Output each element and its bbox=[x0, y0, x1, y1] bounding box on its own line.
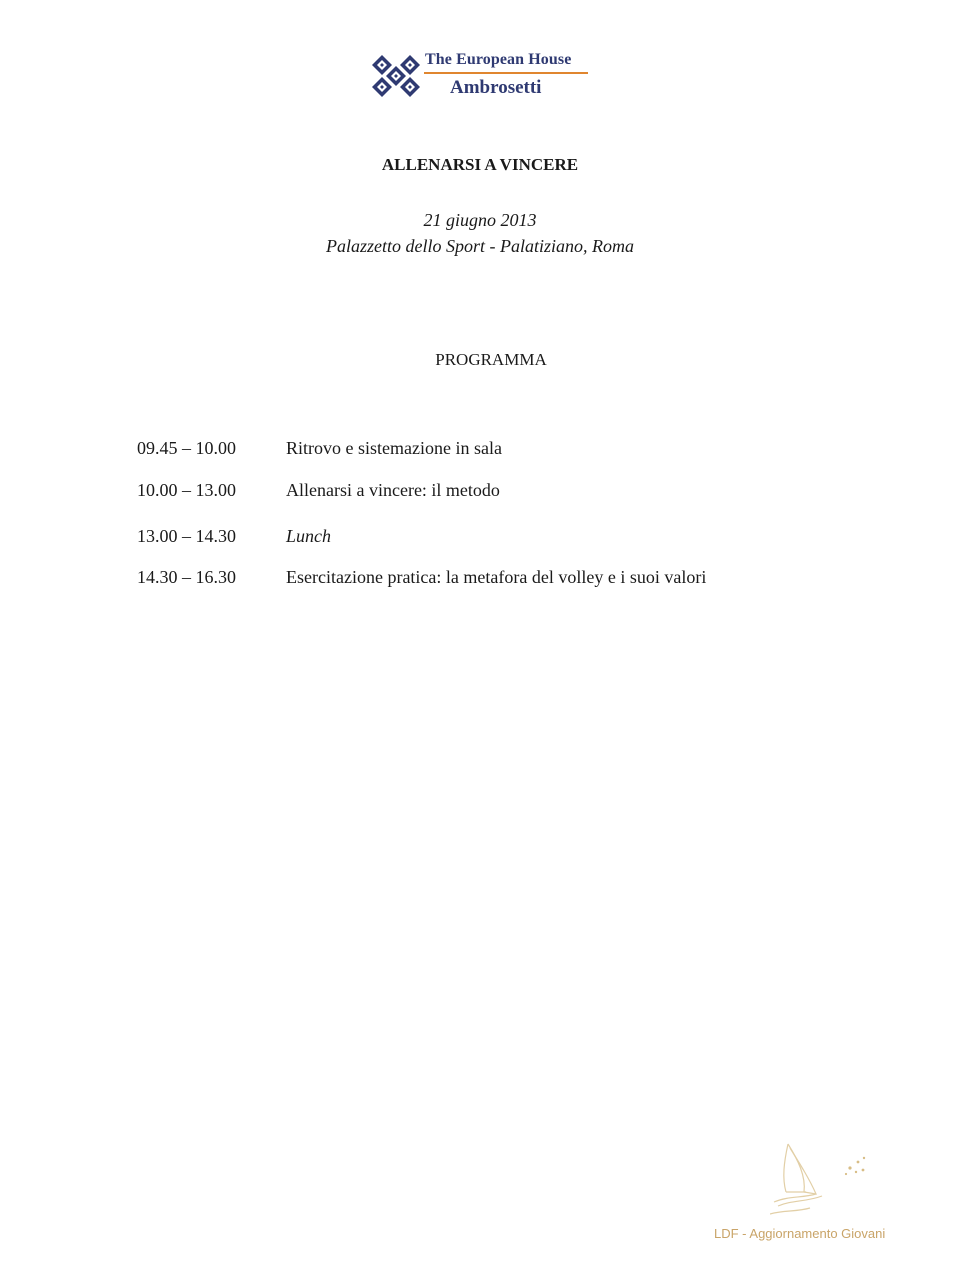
agenda-activity: Esercitazione pratica: la metafora del volley e i suoi valori bbox=[286, 567, 707, 587]
sailboat-icon bbox=[770, 1140, 880, 1220]
agenda-activity: Lunch bbox=[286, 526, 331, 546]
logo-text-line2: Ambrosetti bbox=[450, 77, 542, 98]
program-heading: PROGRAMMA bbox=[435, 350, 547, 369]
agenda-time: 13.00 – 14.30 bbox=[137, 526, 236, 546]
agenda-activity: Allenarsi a vincere: il metodo bbox=[286, 480, 500, 500]
logo-divider bbox=[424, 72, 588, 74]
footer-label: LDF - Aggiornamento Giovani bbox=[714, 1226, 886, 1241]
event-title: ALLENARSI A VINCERE bbox=[381, 155, 579, 174]
agenda-time: 10.00 – 13.00 bbox=[137, 480, 236, 500]
ambrosetti-logo bbox=[372, 50, 592, 100]
event-date: 21 giugno 2013 bbox=[423, 210, 537, 230]
agenda-time: 14.30 – 16.30 bbox=[137, 567, 236, 587]
agenda-activity: Ritrovo e sistemazione in sala bbox=[286, 438, 502, 458]
event-venue: Palazzetto dello Sport - Palatiziano, Roma bbox=[326, 236, 634, 256]
ambrosetti-logo-mark-icon bbox=[372, 55, 420, 97]
logo-text-line1: The European House bbox=[425, 51, 572, 68]
agenda-time: 09.45 – 10.00 bbox=[137, 438, 236, 458]
